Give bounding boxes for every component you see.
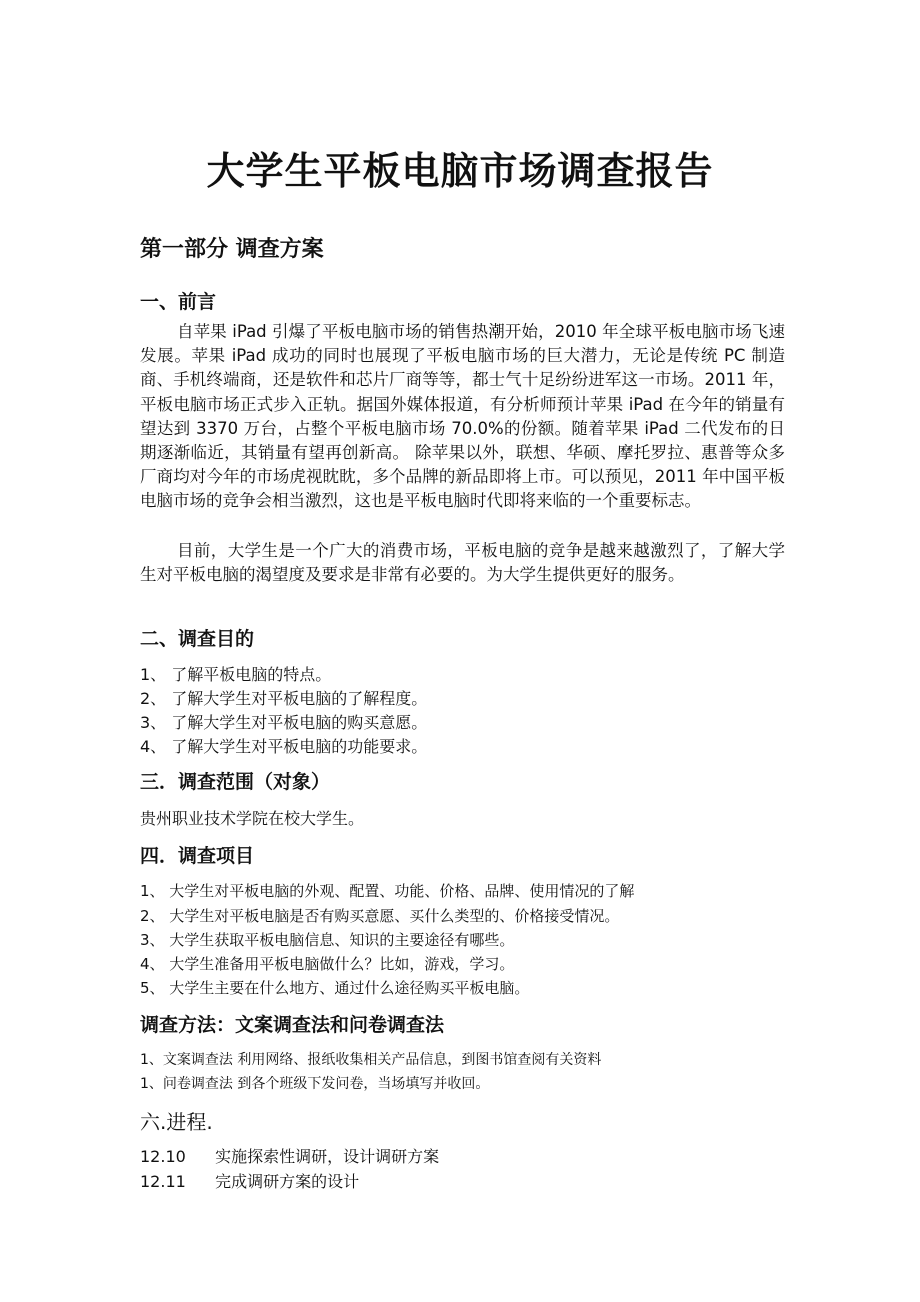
section-heading-purpose: 二、调查目的 [140,628,255,650]
report-title: 大学生平板电脑市场调查报告 [206,149,714,193]
list-item: 1、 大学生对平板电脑的外观、配置、功能、价格、品牌、使用情况的了解 [140,882,635,900]
list-item: 4、 了解大学生对平板电脑的功能要求。 [140,737,428,756]
part-heading: 第一部分 调查方案 [140,237,324,262]
list-item: 4、 大学生准备用平板电脑做什么？比如，游戏，学习。 [140,955,515,973]
method-item: 1、问卷调查法 到各个班级下发问卷，当场填写并收回。 [140,1076,490,1092]
method-item: 1、文案调查法 利用网络、报纸收集相关产品信息，到图书馆查阅有关资料 [140,1052,602,1068]
schedule-row [140,1144,439,1167]
schedule-date: 12.10 [140,1147,186,1166]
schedule-row [140,1169,359,1192]
scope-text: 贵州职业技术学院在校大学生。 [140,809,365,828]
list-item: 3、 了解大学生对平板电脑的购买意愿。 [140,713,428,732]
list-item: 1、 了解平板电脑的特点。 [140,665,332,684]
list-item: 5、 大学生主要在什么地方、通过什么途径购买平板电脑。 [140,979,530,997]
section-heading-scope: 三．调查范围（对象） [140,771,331,793]
section-heading-method: 调查方法：文案调查法和问卷调查法 [140,1014,445,1036]
schedule-date: 12.11 [140,1172,186,1191]
preface-paragraph-1: 自苹果 iPad 引爆了平板电脑市场的销售热潮开始，2010 年全球平板电脑市场飞速发展。苹果 iPad 成功的同时也展现了平板电脑市场的巨大潜力，无论是传统 PC 制造商、手机终端商，还是软件和芯片厂商等等，都士气十足纷纷进军这一市场。2011 年，平板电脑市场正式步入正轨。据国外媒体报道，有分析师预计苹果 iPad 在今年的销量有望达到 3370 万台，占整个平板电脑市场 70.0%的份额。随着苹果 iPad 二代发布的日期逐渐临近，其销量有望再创新高。 除苹果以外，联想、华硕、摩托罗拉、惠普等众多厂商均对今年的市场虎视眈眈，多个品牌的新品即将上市。可以预见，2011 年中国平板电脑市场的竞争会相当激烈，这也是平板电脑时代即将来临的一个重要标志。 [140,322,785,511]
preface-paragraph-2: 目前，大学生是一个广大的消费市场，平板电脑的竞争是越来越激烈了，了解大学生对平板电脑的渴望度及要求是非常有必要的。为大学生提供更好的服务。 [140,541,785,585]
list-item: 3、 大学生获取平板电脑信息、知识的主要途径有哪些。 [140,931,515,949]
list-item: 2、 大学生对平板电脑是否有购买意愿、买什么类型的、价格接受情况。 [140,907,620,925]
section-heading-schedule: 六.进程. [140,1110,213,1134]
section-heading-items: 四．调查项目 [140,845,255,867]
section-heading-preface: 一、前言 [140,291,217,313]
schedule-task: 完成调研方案的设计 [215,1172,360,1191]
schedule-task: 实施探索性调研，设计调研方案 [215,1147,440,1166]
list-item: 2、 了解大学生对平板电脑的了解程度。 [140,689,428,708]
